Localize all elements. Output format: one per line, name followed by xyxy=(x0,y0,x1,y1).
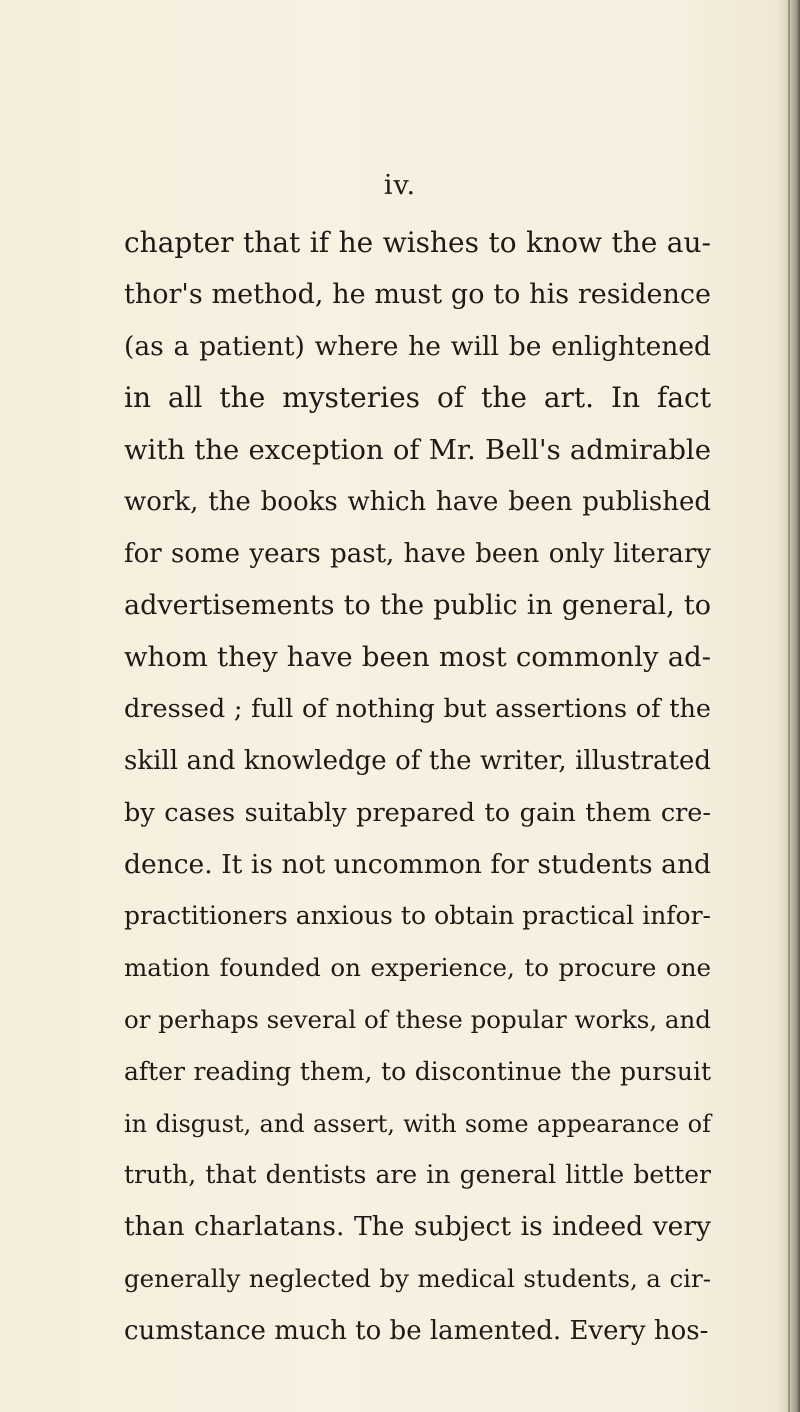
page-number: iv. xyxy=(383,170,417,201)
text-line: generally neglected by medical students, a cir- xyxy=(124,1263,711,1293)
text-line: cumstance much to be lamented. Every hos- xyxy=(124,1315,709,1346)
text-line: dressed ; full of nothing but assertions of the xyxy=(124,694,711,725)
page-edge-line xyxy=(788,0,790,1412)
text-line: skill and knowledge of the writer, illustrated xyxy=(124,745,711,776)
body-text xyxy=(124,217,711,1357)
text-line: mation founded on experience, to procure one xyxy=(124,953,711,983)
text-line: in all the mysteries of the art. In fact xyxy=(124,381,711,415)
text-line: truth, that dentists are in general little better xyxy=(124,1160,711,1190)
text-line: (as a patient) where he will be enlightened xyxy=(124,330,711,362)
text-line: whom they have been most commonly ad- xyxy=(124,641,711,674)
text-line: thor's method, he must go to his residence xyxy=(124,278,711,310)
text-line: chapter that if he wishes to know the au- xyxy=(124,226,711,259)
text-line: or perhaps several of these popular works, and xyxy=(124,1004,711,1034)
text-line: for some years past, have been only literary xyxy=(124,538,711,569)
text-line: in disgust, and assert, with some appearance of xyxy=(124,1109,711,1138)
text-line: with the exception of Mr. Bell's admirable xyxy=(124,434,711,467)
text-line: advertisements to the public in general, to xyxy=(124,589,711,621)
text-line: dence. It is not uncommon for students and xyxy=(124,848,711,880)
text-line: by cases suitably prepared to gain them cre- xyxy=(124,797,711,828)
text-line: after reading them, to discontinue the pursuit xyxy=(124,1056,711,1086)
text-line: work, the books which have been published xyxy=(124,486,711,517)
text-line: than charlatans. The subject is indeed very xyxy=(124,1211,711,1243)
text-line: practitioners anxious to obtain practical infor- xyxy=(124,901,711,931)
